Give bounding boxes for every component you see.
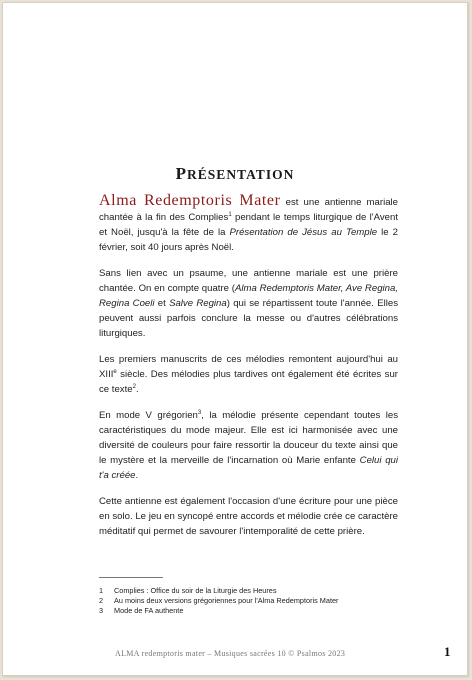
paragraph-3 bbox=[99, 352, 398, 397]
paragraph-2-text-a: Sans lien avec un psaume, une antienne mariale est une prière chantée. On en compte quatre ( bbox=[99, 268, 398, 294]
footnote-ref-3: 3 bbox=[197, 409, 202, 416]
lead-title: Alma Redemptoris Mater bbox=[99, 192, 281, 209]
paragraph-2-text-c: ) qui se répartissent toute l'année. Elles peuvent aussi parfois conclure la messe ou d'autres célébrations liturgiques. bbox=[99, 298, 398, 339]
paragraph-3-text-c: . bbox=[135, 384, 139, 395]
paragraph-2-italic-a: Alma Redemptoris Mater, Ave Regina, Regina Coeli bbox=[99, 283, 398, 309]
footnotes bbox=[99, 586, 338, 616]
footnote-text: Au moins deux versions grégoriennes pour l'Alma Redemptoris Mater bbox=[114, 596, 339, 605]
paragraph-1-text-a: est une antienne mariale chantée à la fin des Complies bbox=[99, 197, 399, 223]
footnote-ref-1: 1 bbox=[228, 211, 232, 218]
paragraph-2-text-b: et bbox=[154, 298, 170, 309]
paragraph-1 bbox=[99, 193, 398, 255]
footnote-ref-2: 2 bbox=[132, 383, 136, 390]
paragraph-5-text: Cette antienne est également l'occasion d'une écriture pour une pièce en solo. Le jeu en syncopé entre accords et mélodie crée ce caractère méditatif qui permet de savourer l'intemporalité de cette prière. bbox=[99, 496, 398, 537]
paragraph-1-text-c: le 2 février, soit 40 jours après Noël. bbox=[99, 227, 399, 253]
paragraph-3-text-a: Les premiers manuscrits de ces mélodies remontent aujourd'hui au XIII bbox=[99, 354, 398, 380]
century-superscript: e bbox=[113, 368, 117, 375]
paragraph-2 bbox=[99, 266, 398, 341]
footnote-1 bbox=[99, 586, 338, 596]
page-number: 1 bbox=[444, 644, 451, 659]
title-rest: RÉSENTATION bbox=[187, 167, 295, 182]
footnote-number: 1 bbox=[99, 586, 104, 595]
body-text bbox=[99, 193, 398, 550]
footnote-number: 2 bbox=[99, 596, 104, 605]
footnote-divider bbox=[99, 577, 163, 578]
paragraph-1-text-b: pendant le temps liturgique de l'Avent et Noël, jusqu'à la fête de la bbox=[99, 212, 398, 238]
paragraph-4-text-a: En mode V grégorien bbox=[99, 410, 198, 421]
paragraph-4 bbox=[99, 408, 398, 483]
footnote-number: 3 bbox=[99, 606, 104, 615]
footnote-2 bbox=[99, 596, 338, 606]
paragraph-5 bbox=[99, 494, 398, 539]
paragraph-1-italic: Présentation de Jésus au Temple bbox=[229, 227, 378, 238]
paragraph-4-italic: Celui qui t'a créée bbox=[99, 455, 399, 481]
paragraph-4-text-b: , la mélodie présente cependant toutes les caractéristiques du mode majeur. Elle est ici harmonisée avec une diversité de couleurs pour faire ressortir la douceur du texte ainsi que le mystère et la merveille de l'incarnation où Marie enfante bbox=[99, 410, 398, 466]
footnote-text: Mode de FA authente bbox=[114, 606, 184, 615]
footnote-text: Complies : Office du soir de la Liturgie des Heures bbox=[114, 586, 277, 595]
page-footer: ALMA redemptoris mater – Musiques sacrées 10 © Psalmos 2023 bbox=[115, 649, 346, 658]
title-initial: P bbox=[175, 164, 188, 183]
paragraph-3-text-b: siècle. Des mélodies plus tardives ont également été écrites sur ce texte bbox=[99, 369, 398, 395]
document-page bbox=[2, 2, 468, 676]
paragraph-2-italic-b: Salve Regina bbox=[169, 298, 227, 309]
paragraph-4-text-c: . bbox=[135, 470, 139, 481]
page-title bbox=[3, 164, 467, 184]
footnote-3 bbox=[99, 606, 338, 616]
